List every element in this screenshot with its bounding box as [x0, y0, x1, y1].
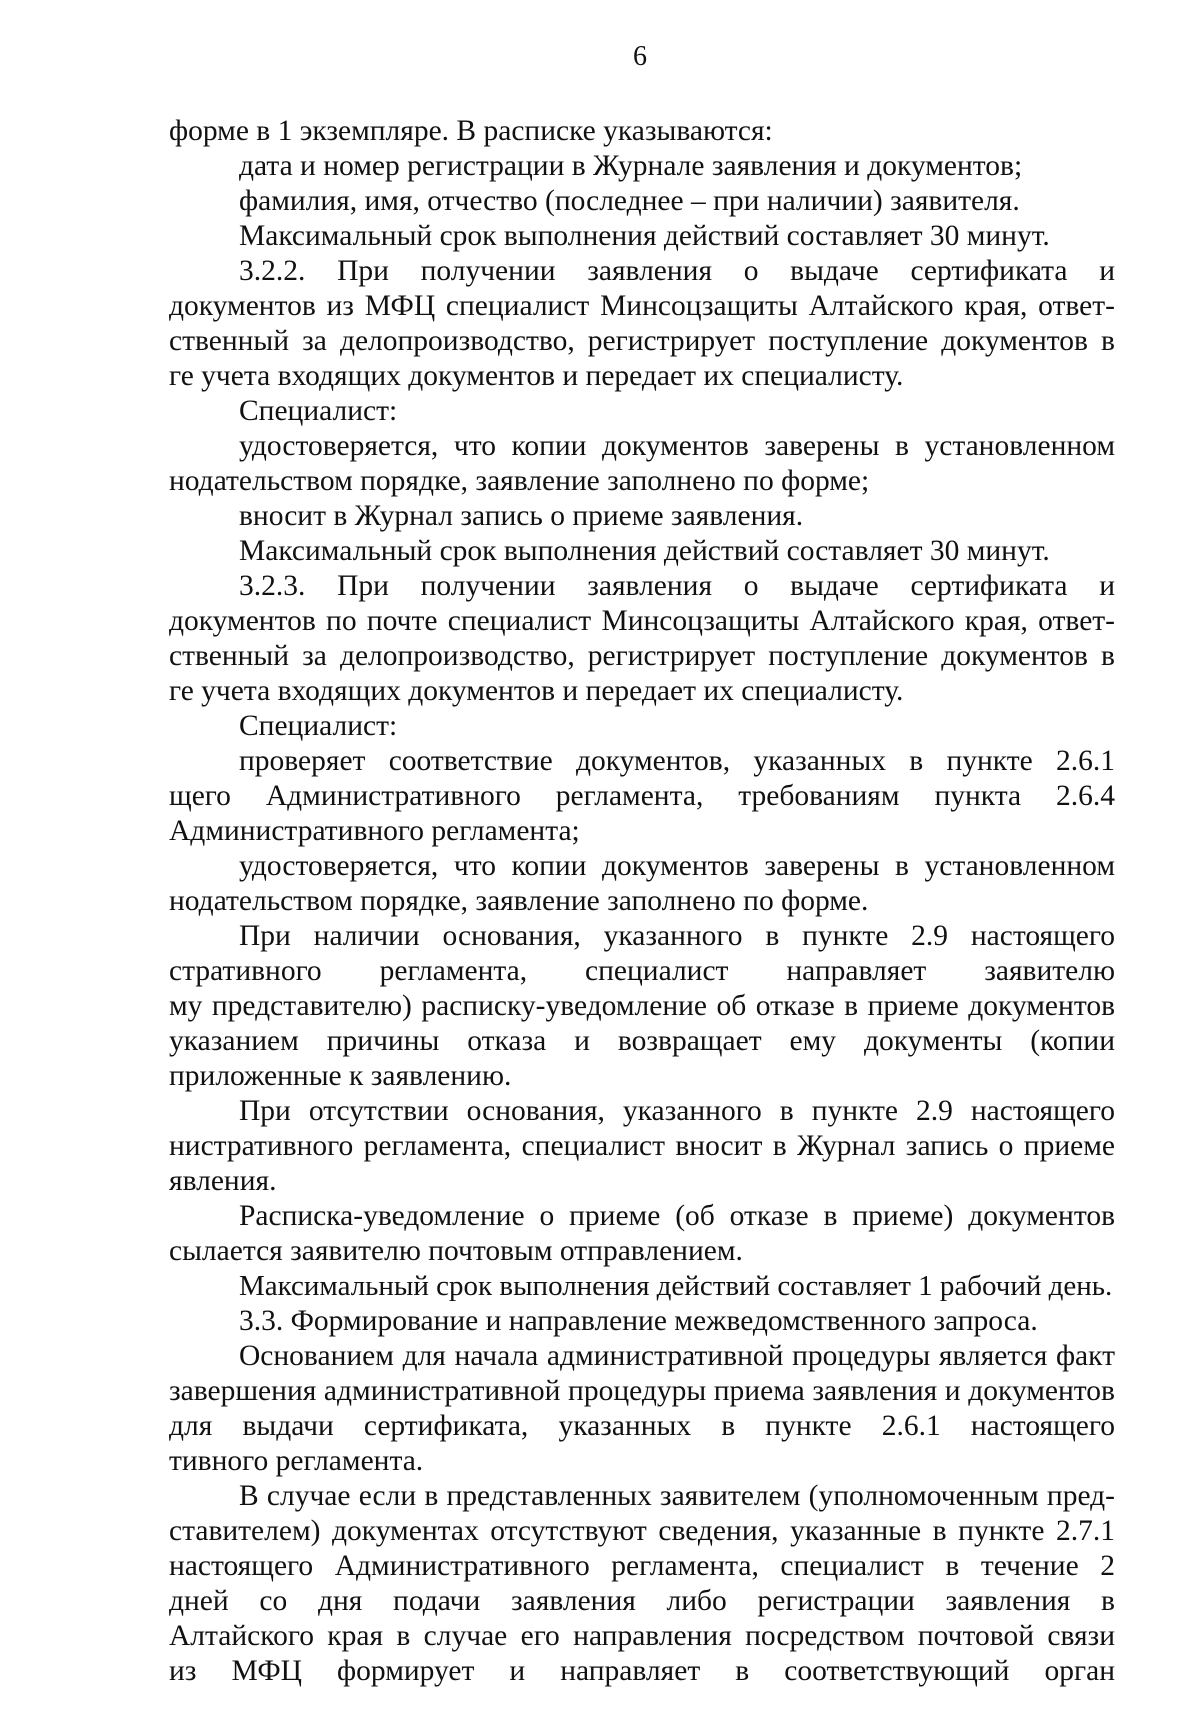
text-line: 3.3. Формирование и направление межведомственного запроса. [239, 1305, 1038, 1337]
text-line: щего Административного регламента, требованиям пункта 2.6.4 [169, 780, 1115, 812]
text-line: документов из МФЦ специалист Минсоцзащиты Алтайского края, ответ- [169, 290, 1115, 322]
text-line: Специалист: [239, 395, 398, 427]
text-line: нодательством порядке, заявление заполнено по форме. [169, 885, 869, 917]
text-line: При наличии основания, указанного в пункте 2.9 настоящего [239, 920, 1115, 952]
text-line: Основанием для начала административной процедуры является факт [239, 1340, 1115, 1372]
text-line: ге учета входящих документов и передает их специалисту. [169, 360, 904, 392]
text-line: удостоверяется, что копии документов заверены в установленном [239, 850, 1115, 882]
text-line: настоящего Административного регламента, специалист в течение 2 [169, 1550, 1115, 1582]
text-line: При отсутствии основания, указанного в пункте 2.9 настоящего [239, 1095, 1115, 1127]
text-line: стративного регламента, специалист направляет заявителю [169, 955, 1115, 987]
body-text [169, 114, 1115, 1689]
text-line: форме в 1 экземпляре. В расписке указываются: [169, 115, 773, 147]
text-line: ственный за делопроизводство, регистрирует поступление документов в [169, 640, 1115, 672]
text-line: дней со дня подачи заявления либо регистрации заявления в [169, 1585, 1115, 1617]
text-line: Максимальный срок выполнения действий составляет 30 минут. [239, 535, 1050, 567]
text-line: дата и номер регистрации в Журнале заявления и документов; [239, 150, 1023, 182]
text-line: ге учета входящих документов и передает их специалисту. [169, 675, 904, 707]
text-line: Специалист: [239, 710, 398, 742]
text-line: нистративного регламента, специалист вносит в Журнал запись о приеме [169, 1130, 1115, 1162]
text-line: му представителю) расписку-уведомление об отказе в приеме документов [169, 990, 1115, 1022]
text-line: вносит в Журнал запись о приеме заявления. [239, 500, 804, 532]
text-line: для выдачи сертификата, указанных в пункте 2.6.1 настоящего [169, 1410, 1115, 1442]
text-line: приложенные к заявлению. [169, 1060, 512, 1092]
text-line: Административного регламента; [169, 815, 580, 847]
text-line: Максимальный срок выполнения действий составляет 30 минут. [239, 220, 1050, 252]
text-line: Алтайского края в случае его направления посредством почтовой связи [169, 1620, 1115, 1652]
text-line: 3.2.3. При получении заявления о выдаче сертификата и [239, 570, 1115, 602]
text-line: фамилия, имя, отчество (последнее – при наличии) заявителя. [239, 185, 1020, 217]
page-number: 6 [633, 41, 647, 72]
text-line: ственный за делопроизводство, регистрирует поступление документов в [169, 325, 1115, 357]
text-line: 3.2.2. При получении заявления о выдаче сертификата и [239, 255, 1115, 287]
text-line: сылается заявителю почтовым отправлением. [169, 1235, 743, 1267]
text-line: удостоверяется, что копии документов заверены в установленном [239, 430, 1115, 462]
text-line: из МФЦ формирует и направляет в соответствующий орган [169, 1655, 1115, 1687]
text-line: нодательством порядке, заявление заполнено по форме; [169, 465, 870, 497]
text-line: тивного регламента. [169, 1445, 424, 1477]
text-line: проверяет соответствие документов, указанных в пункте 2.6.1 [239, 745, 1115, 777]
text-line: завершения административной процедуры приема заявления и документов [169, 1375, 1115, 1407]
text-line: документов по почте специалист Минсоцзащиты Алтайского края, ответ- [169, 605, 1115, 637]
text-line: Максимальный срок выполнения действий составляет 1 рабочий день. [239, 1270, 1113, 1302]
text-line: Расписка-уведомление о приеме (об отказе в приеме) документов [239, 1200, 1115, 1232]
text-line: В случае если в представленных заявителем (уполномоченным пред- [239, 1480, 1115, 1512]
text-line: ставителем) документах отсутствуют сведения, указанные в пункте 2.7.1 [169, 1515, 1115, 1547]
text-line: указанием причины отказа и возвращает ему документы (копии [169, 1025, 1115, 1057]
text-line: явления. [169, 1165, 277, 1197]
